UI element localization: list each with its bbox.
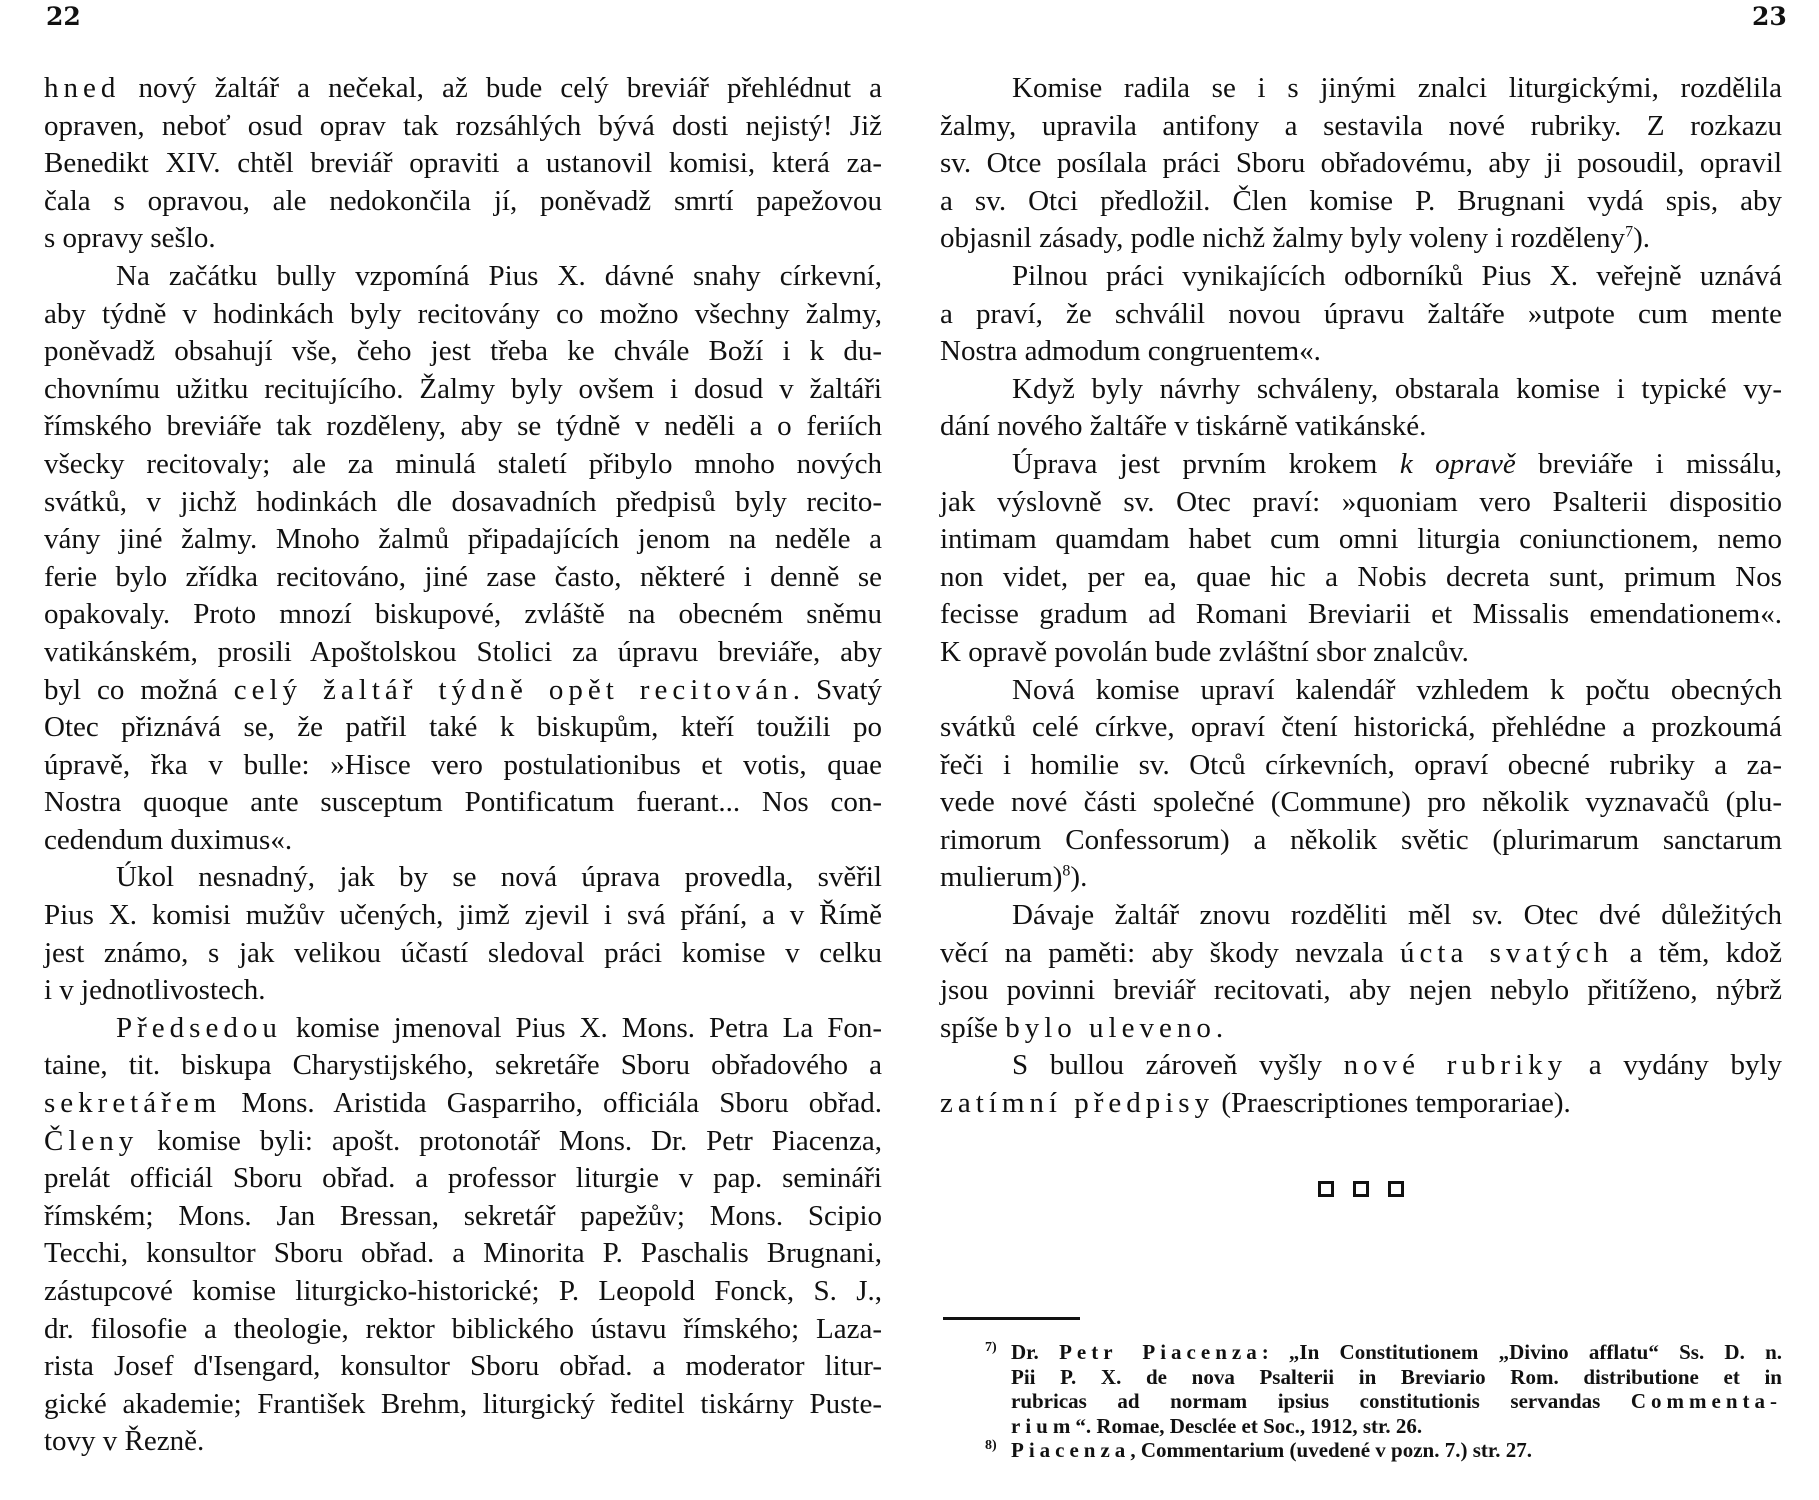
text-line [940, 672, 1782, 710]
text-line [44, 1311, 882, 1349]
footnote-line [985, 1389, 1782, 1414]
text-line [44, 897, 882, 935]
text-run: fecisse gradum ad Romani Breviarii et Missalis emendationem«. [940, 598, 1782, 631]
spaced-emphasis: Piacenza [1011, 1438, 1131, 1462]
square-ornament-icon [1388, 1181, 1404, 1197]
text-line [940, 220, 1782, 258]
text-line [940, 484, 1782, 522]
text-line [940, 258, 1782, 296]
text-line [940, 1047, 1782, 1085]
text-run: římském; Mons. Jan Bressan, sekretář papežův; Mons. Scipio [44, 1199, 882, 1232]
text-line [44, 521, 882, 559]
text-run: Pius X. komisi mužův učených, jimž zjevil i svá přání, a v Římě [44, 899, 882, 932]
text-line [44, 709, 882, 747]
text-run: byl co možná [44, 673, 234, 706]
footnote-separator [943, 1317, 1080, 1320]
square-ornament-icon [1318, 1181, 1334, 1197]
text-line [44, 408, 882, 446]
text-run: dání nového žaltáře v tiskárně vatikánské. [940, 410, 1427, 443]
footnote-line [985, 1438, 1782, 1463]
text-run: ). [1070, 861, 1088, 894]
text-line [940, 784, 1782, 822]
text-run: taine, tit. biskupa Charystijského, sekretáře Sboru obřadového a [44, 1049, 882, 1082]
text-run: zástupcové komise liturgicko-historické; P. Leopold Fonck, S. J., [44, 1275, 882, 1307]
text-line [940, 709, 1782, 747]
text-line [44, 859, 882, 897]
page-number-left: 22 [46, 2, 81, 31]
text-run: aby týdně v hodinkách byly recitovány co možno všechny žalmy, [44, 297, 882, 330]
text-line [940, 446, 1782, 484]
text-line [44, 1160, 882, 1198]
text-run: vede nové části společné (Commune) pro několik vyznavačů (plu- [940, 786, 1782, 819]
text-run: ferie bylo zřídka recitováno, jiné zase často, některé i denně se [44, 560, 882, 593]
text-run: věcí na paměti: aby škody nevzala [940, 936, 1401, 969]
text-line [44, 1198, 882, 1236]
text-line [940, 108, 1782, 146]
text-line [940, 371, 1782, 409]
text-line [940, 183, 1782, 221]
text-run: chovnímu užitku recitujícího. Žalmy byly ovšem i dosud v žaltáři [44, 372, 882, 405]
text-line [940, 70, 1782, 108]
text-run: jest známo, s jak velikou účastí sledoval práci komise v celku [44, 936, 882, 969]
text-run: Dr. [1011, 1340, 1060, 1364]
spaced-emphasis: celý žaltář týdně opět recitován [233, 673, 793, 706]
text-line [940, 521, 1782, 559]
text-run: opakovaly. Proto mnozí biskupové, zvláště na obecném sněmu [44, 598, 882, 631]
text-run: poněvadž obsahují vše, čeho jest třeba ke chvále Boží i k du- [44, 335, 882, 368]
text-run: Nostra quoque ante susceptum Pontificatum fuerant... Nos con- [44, 786, 882, 819]
text-run: opraven, neboť osud oprav tak rozsáhlých bývá dosti nejistý! Již [44, 109, 882, 142]
text-run: rimorum Confessorum) a několik světic (plurimarum sanctarum [940, 823, 1782, 856]
text-line [940, 935, 1782, 973]
text-line [44, 672, 882, 710]
text-run: breviáře i missálu, [1515, 447, 1782, 480]
text-run: prelát officiál Sboru obřad. a professor liturgie v pap. semináři [44, 1162, 882, 1195]
text-line [44, 1423, 882, 1461]
text-run: Když byly návrhy schváleny, obstarala komise i typické vy- [1012, 372, 1782, 405]
footnote-reference: 7 [1625, 223, 1634, 241]
text-run: nový žaltář a nečekal, až bude celý breviář přehlédnut a [120, 72, 882, 104]
text-line [44, 296, 882, 334]
text-run: Na začátku bully vzpomíná Pius X. dávné snahy církevní, [116, 259, 882, 292]
text-line [940, 822, 1782, 860]
spaced-emphasis: zatímní předpisy [940, 1087, 1215, 1120]
text-run: dr. filosofie a theologie, rektor biblického ústavu římského; Laza- [44, 1312, 882, 1345]
spaced-emphasis: úcta svatých [1400, 936, 1614, 969]
text-line [940, 333, 1782, 371]
spaced-emphasis: Členy [44, 1124, 139, 1157]
footnote-line [985, 1414, 1782, 1439]
text-run: řeči i homilie sv. Otců církevních, opraví obecné rubriky a za- [940, 748, 1782, 781]
text-line [44, 70, 882, 108]
text-run: Mons. Aristida Gasparriho, officiála Sboru obřad. [221, 1087, 882, 1120]
text-run: jsou povinni breviář recitovati, aby nejen nebylo přitíženo, nýbrž [940, 974, 1782, 1007]
text-line [44, 559, 882, 597]
text-run: Pilnou práci vynikajících odborníků Pius X. veřejně uznává [1012, 259, 1782, 292]
text-run: Otec přiznává se, že patřil také k biskupům, kteří toužili po [44, 711, 882, 744]
text-line [44, 596, 882, 634]
text-run: a praví, že schválil novou úpravu žaltáře »utpote cum mente [940, 297, 1782, 330]
text-line [44, 183, 882, 221]
text-line [44, 1047, 882, 1085]
section-end-ornament [1318, 1181, 1404, 1197]
text-line [940, 145, 1782, 183]
text-run: : „In Constitutionem „Divino afflatu“ Ss. D. n. [1261, 1340, 1783, 1364]
text-run: s opravy sešlo. [44, 222, 216, 255]
spaced-emphasis: Předsedou [116, 1011, 282, 1044]
text-run: S bullou zároveň vyšly [1012, 1049, 1344, 1082]
text-run: Úprava jest prvním krokem [1012, 447, 1400, 480]
spaced-emphasis: nové rubriky [1343, 1049, 1568, 1082]
text-line [940, 559, 1782, 597]
text-line [940, 596, 1782, 634]
text-run: Tecchi, konsultor Sboru obřad. a Minorita P. Paschalis Brugnani, [44, 1237, 882, 1270]
text-line [44, 1386, 882, 1424]
text-run: všecky recitovaly; ale za minulá staletí přibylo mnoho nových [44, 447, 882, 480]
text-line [940, 1085, 1782, 1123]
left-page-body [44, 70, 882, 1461]
text-run: jak výslovně sv. Otec praví: »quoniam vero Psalterii dispositio [940, 485, 1782, 518]
text-line [44, 935, 882, 973]
text-line [44, 446, 882, 484]
text-run: čala s opravou, ale nedokončila jí, poněvadž smrtí papežovou [44, 184, 882, 217]
text-run: sv. Otce posílala práci Sboru obřadovému, aby ji posoudil, opravil [940, 147, 1782, 180]
text-run: vány jiné žalmy. Mnoho žalmů připadajících jenom na neděle a [44, 523, 882, 556]
text-line [940, 634, 1782, 672]
text-run: tovy v Řezně. [44, 1425, 205, 1458]
text-line [44, 258, 882, 296]
text-run: Komise radila se i s jinými znalci liturgickými, rozdělila [1012, 72, 1782, 104]
text-line [44, 220, 882, 258]
text-line [940, 972, 1782, 1010]
spaced-emphasis: sekretářem [44, 1087, 222, 1120]
text-run: vatikánském, prosili Apoštolskou Stolici za úpravu breviáře, aby [44, 635, 882, 668]
spaced-emphasis: hned [44, 72, 121, 104]
text-run: . Svatý [792, 673, 883, 706]
text-line [940, 897, 1782, 935]
text-run: intimam quamdam habet cum omni liturgia coniunctionem, nemo [940, 523, 1782, 556]
footnote-marker: 8) [985, 1438, 997, 1453]
text-run: spíše [940, 1011, 1006, 1044]
footnote-line [985, 1340, 1782, 1365]
text-run: . [1215, 1011, 1224, 1044]
text-line [44, 634, 882, 672]
spaced-emphasis: Commenta- [1630, 1389, 1782, 1413]
text-line [44, 1235, 882, 1273]
text-run: Nostra admodum congruentem«. [940, 335, 1321, 368]
text-line [44, 1348, 882, 1386]
text-run: úpravě, řka v bulle: »Hisce vero postulationibus et votis, quae [44, 748, 882, 781]
text-line [940, 1010, 1782, 1048]
text-run: K opravě povolán bude zvláštní sbor znalcův. [940, 635, 1469, 668]
text-run: gické akademie; František Brehm, liturgický ředitel tiskárny Puste- [44, 1387, 882, 1420]
text-run: svátků celé církve, opraví čtení historická, přehlédne a prozkoumá [940, 711, 1782, 744]
text-line [44, 972, 882, 1010]
text-run: a vydány byly [1567, 1049, 1783, 1082]
text-run: Úkol nesnadný, jak by se nová úprava provedla, svěřil [116, 861, 882, 894]
square-ornament-icon [1353, 1181, 1369, 1197]
text-line [44, 1085, 882, 1123]
text-run: mulierum) [940, 861, 1063, 894]
text-run: i v jednotlivostech. [44, 974, 266, 1007]
text-line [44, 484, 882, 522]
page-number-right: 23 [1752, 2, 1787, 31]
italic-emphasis: k opravě [1399, 447, 1516, 480]
text-run: “. Romae, Desclée et Soc., 1912, str. 26. [1075, 1413, 1423, 1438]
text-run: Benedikt XIV. chtěl breviář opraviti a ustanovil komisi, která za- [44, 147, 882, 180]
text-run: komise jmenoval Pius X. Mons. Petra La Fon- [281, 1011, 882, 1044]
text-run: rubricas ad normam ipsius constitutionis servandas [1011, 1389, 1631, 1413]
text-run: Nová komise upraví kalendář vzhledem k počtu obecných [1012, 673, 1782, 706]
text-run: non videt, per ea, quae hic a Nobis decreta sunt, primum Nos [940, 560, 1782, 593]
text-run: (Praescriptiones temporariae). [1214, 1087, 1571, 1120]
text-line [44, 1123, 882, 1161]
text-run: Dávaje žaltář znovu rozděliti měl sv. Otec dvé důležitých [1012, 899, 1782, 932]
text-line [44, 1010, 882, 1048]
text-run: římského breviáře tak rozděleny, aby se týdně v neděli a o feriích [44, 410, 882, 443]
text-line [44, 784, 882, 822]
text-line [44, 822, 882, 860]
text-run: rista Josef d'Isengard, konsultor Sboru obřad. a moderator litur- [44, 1350, 882, 1383]
text-line [940, 859, 1782, 897]
footnote-marker: 7) [985, 1340, 997, 1355]
footnotes [985, 1340, 1782, 1463]
text-run: cedendum duximus«. [44, 823, 293, 856]
footnote-reference: 8 [1062, 862, 1071, 880]
text-line [44, 747, 882, 785]
text-line [44, 145, 882, 183]
text-run: a těm, kdož [1613, 936, 1782, 969]
text-run: svátků, v jichž hodinkách dle dosavadních předpisů byly recito- [44, 485, 882, 518]
spaced-emphasis: rium [1011, 1413, 1076, 1438]
text-run: komise byli: apošt. protonotář Mons. Dr. Petr Piacenza, [138, 1124, 882, 1157]
text-run: ). [1633, 222, 1650, 255]
text-run: žalmy, upravila antifony a sestavila nové rubriky. Z rozkazu [940, 109, 1782, 142]
spaced-emphasis: bylo uleveno [1005, 1011, 1216, 1044]
footnote-line [985, 1365, 1782, 1390]
text-line [44, 108, 882, 146]
right-page-body [940, 70, 1782, 1123]
text-line [940, 296, 1782, 334]
text-run: Pii P. X. de nova Psalterii in Breviario Rom. distributione et in [1011, 1364, 1782, 1389]
spaced-emphasis: Petr Piacenza [1059, 1340, 1262, 1364]
text-line [44, 1273, 882, 1311]
text-line [44, 371, 882, 409]
text-run: , Commentarium (uvedené v pozn. 7.) str. 27. [1130, 1438, 1533, 1462]
text-line [44, 333, 882, 371]
text-run: a sv. Otci předložil. Člen komise P. Brugnani vydá spis, aby [940, 184, 1782, 217]
text-line [940, 408, 1782, 446]
text-line [940, 747, 1782, 785]
text-run: objasnil zásady, podle nichž žalmy byly voleny i rozděleny [940, 222, 1626, 255]
